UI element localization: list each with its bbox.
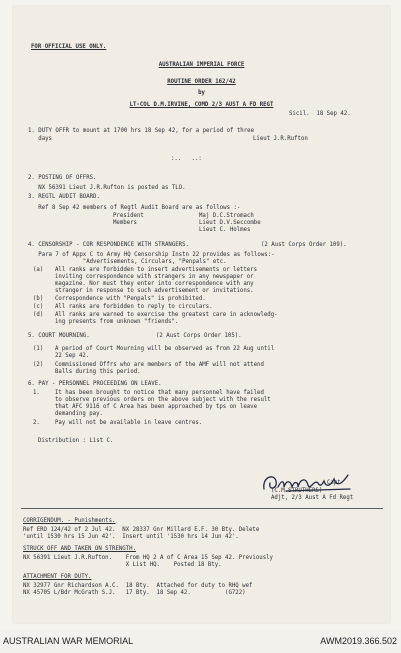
- item-line: to observe previous orders on the above subject with the result: [55, 397, 271, 403]
- para4-line: "Advertisements, Circulars, "Penpals" etc.: [28, 259, 227, 265]
- signature-name: (C.M.STRUTHERS): [271, 488, 323, 494]
- audit-role: President: [113, 213, 144, 219]
- item-line: It has been brought to notice that many personnel have failed: [55, 390, 264, 396]
- item-label: 2.: [33, 420, 40, 426]
- para4-heading: 4. CENSORSHIP - COR RESPONDENCE WITH STRANGERS.: [28, 242, 189, 248]
- para3-heading: 3. REGTL AUDIT BOARD.: [28, 194, 100, 200]
- item-line: All ranks are forbidden to reply to circulars.: [55, 304, 213, 310]
- item-line: inviting correspondence with strangers in any newspaper or: [55, 274, 254, 280]
- part2-line: X List HQ. Posted 18 Bty.: [23, 562, 222, 568]
- audit-name: Lieut C. Holmes: [199, 227, 251, 233]
- para3-intro: Ref 8 Sep 42 members of Regtl Audit Board are as follows :-: [28, 205, 241, 211]
- para6-heading: 6. PAY - PERSONNEL PROCEEDING ON LEAVE.: [28, 381, 162, 387]
- audit-name: Maj D.C.Stromach: [199, 213, 254, 219]
- item-label: (2): [33, 362, 44, 368]
- item-line: stranger in response to such advertisement or invitations.: [55, 288, 254, 294]
- para5-heading-note: (2 Aust Corps Order 105).: [156, 333, 242, 339]
- item-label: (b): [33, 296, 44, 302]
- commander: LT-COL D.M.IRVINE, COMD 2/3 AUST A FD REGT: [129, 102, 274, 108]
- para2-heading: 2. POSTING OF OFFRS.: [28, 175, 97, 181]
- item-line: demanding pay.: [55, 411, 103, 417]
- place-date: Sicil. 18 Sep 42.: [289, 111, 351, 117]
- item-line: 22 Sep 42.: [55, 353, 90, 359]
- item-label: (c): [33, 304, 44, 310]
- part2-line: NX 32977 Gnr Richardson A.C. 18 Bty. Attached for duty to RHQ wef: [23, 583, 253, 589]
- classification: FOR OFFICIAL USE ONLY.: [31, 44, 107, 50]
- para5-heading: 5. COURT MOURNING.: [28, 333, 90, 339]
- order-title: ROUTINE ORDER 162/42: [167, 79, 236, 85]
- item-line: ing presents from unknown "friends".: [55, 319, 179, 325]
- part2-heading: ATTACHMENT FOR DUTY.: [23, 574, 92, 580]
- item-label: 1.: [33, 390, 40, 396]
- part2-line: NX 45705 L/Bdr McGrath S.J. 17 Bty. 18 Sep 42. (G722): [23, 590, 246, 596]
- item-line: that AFC 9116 of C Area has been approached by tps on leave: [55, 404, 258, 410]
- divider: [21, 508, 383, 509]
- signature-rank: Capt: [327, 480, 341, 486]
- part2-heading: CORRIGENDUM. - Punishments.: [23, 518, 116, 524]
- document-page: [13, 6, 390, 623]
- para1-officer: Lieut J.R.Rufton: [253, 136, 308, 142]
- para4-line: Para 7 of Appx C to Army HQ Censorship Instn 22 provides as follows:-: [28, 252, 275, 258]
- item-label: (1): [33, 346, 44, 352]
- order-by: by: [198, 90, 205, 96]
- para1-text: 1. DUTY OFFR to mount at 1700 hrs 18 Sep 42, for a period of three: [28, 128, 254, 134]
- para1-line2a: days: [28, 136, 52, 142]
- para1-dots: :.. ..:: [171, 156, 202, 162]
- footer-institution: AUSTRALIAN WAR MEMORIAL: [3, 636, 134, 646]
- item-line: A period of Court Mourning will be observed as from 22 Aug until: [55, 346, 275, 352]
- item-label: (d): [33, 312, 44, 318]
- part2-line: Ref ERO 124/42 of 2 Jul 42. NX 28337 Gnr Millard E.F. 30 Bty. Delete: [23, 527, 260, 533]
- item-line: All ranks are forbidden to insert advertisements or letters: [55, 267, 258, 273]
- para4-heading-note: (2 Aust Corps Order 109).: [261, 242, 347, 248]
- force-title: AUSTRALIAN IMPERIAL FORCE: [158, 62, 245, 68]
- footer-accession-number: AWM2019.366.502: [320, 636, 397, 646]
- item-line: All ranks are warned to exercise the greatest care in acknowledg-: [55, 312, 278, 318]
- para2-text: NX 56391 Lieut J.R.Rufton is posted as TLO.: [28, 185, 186, 191]
- signature-appointment: Adjt, 2/3 Aust A Fd Regt: [271, 495, 354, 501]
- item-line: Balls during this period.: [55, 369, 141, 375]
- distribution: Distribution : List C.: [38, 438, 114, 444]
- part2-heading: STRUCK OFF AND TAKEN ON STRENGTH.: [23, 546, 136, 552]
- audit-name: Lieut D.V.Seccombe: [199, 220, 261, 226]
- item-line: Pay will not be available in leave centres.: [55, 420, 203, 426]
- part2-line: NX 56391 Lieut J.R.Rufton. From HQ 2 A of C Area 15 Sep 42. Previously: [23, 555, 273, 561]
- item-line: Correspondence with "Penpals" is prohibited.: [55, 296, 206, 302]
- archive-footer: [0, 630, 401, 653]
- item-line: Commissioned Offrs who are members of the AMF will not attend: [55, 362, 264, 368]
- audit-role: Members: [113, 220, 137, 226]
- part2-line: 'until 1530 hrs 15 Jun 42'. Insert until '1530 hrs 14 Jun 42'.: [23, 534, 239, 540]
- item-line: magazine. Nor must they enter into correspondence with any: [55, 281, 254, 287]
- item-label: (a): [33, 267, 44, 273]
